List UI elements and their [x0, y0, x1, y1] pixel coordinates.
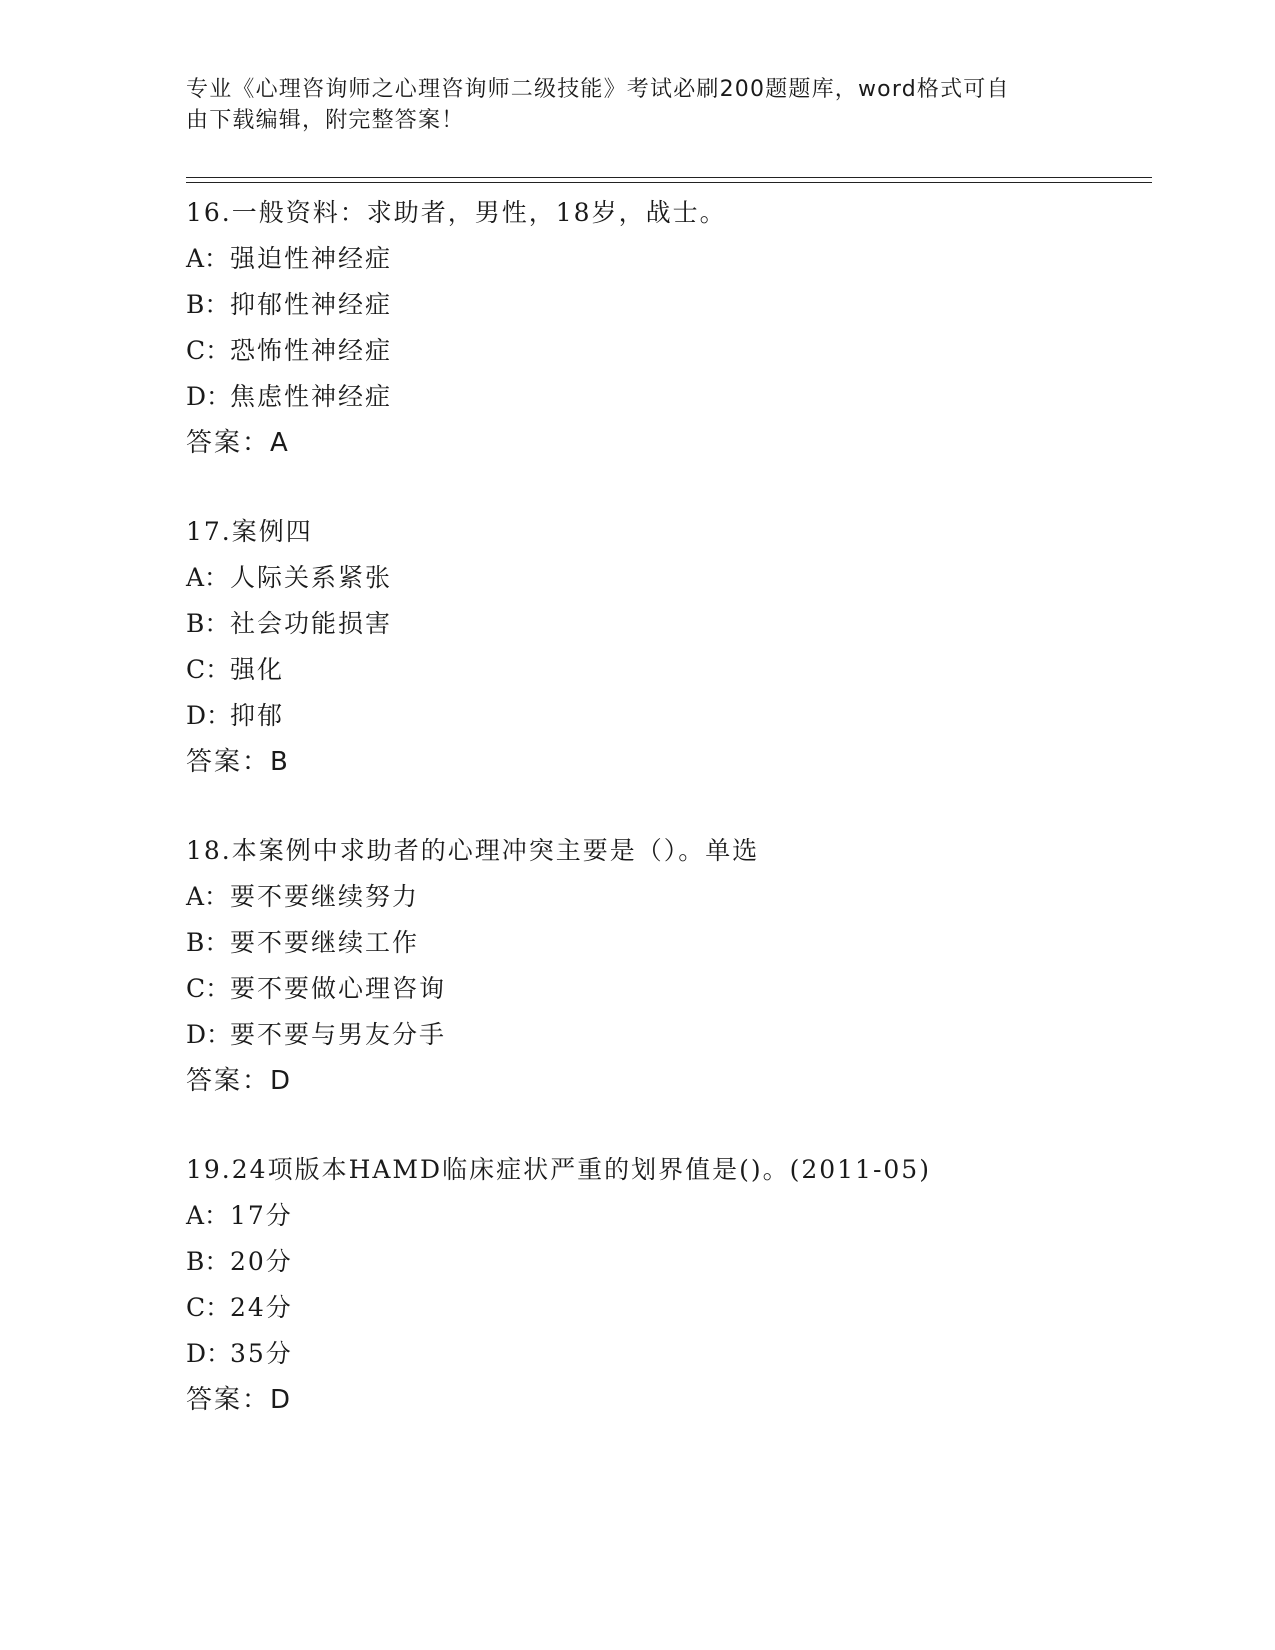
option-text: 强化 — [230, 655, 285, 684]
option-a — [186, 874, 1146, 920]
option-d — [186, 693, 1146, 739]
option-c — [186, 647, 1146, 693]
option-key: C： — [186, 655, 231, 684]
answer-label: 答案： — [186, 428, 271, 458]
option-text: 抑郁 — [230, 701, 285, 730]
question-list — [186, 190, 1146, 1466]
header-divider-top — [186, 177, 1152, 178]
option-text: 要不要继续工作 — [230, 928, 420, 957]
answer-value: A — [270, 428, 288, 458]
option-b — [186, 920, 1146, 966]
option-key: A： — [186, 1201, 230, 1230]
option-key: A： — [186, 244, 230, 273]
option-text: 要不要与男友分手 — [230, 1020, 447, 1049]
answer — [186, 420, 1146, 466]
option-c — [186, 328, 1146, 374]
answer-value: D — [270, 1385, 291, 1415]
option-key: C： — [186, 1293, 231, 1322]
answer-label: 答案： — [186, 1385, 271, 1415]
option-text: 恐怖性神经症 — [230, 336, 393, 365]
option-key: C： — [186, 336, 231, 365]
option-text: 焦虑性神经症 — [230, 382, 393, 411]
answer — [186, 1058, 1146, 1104]
option-key: D： — [186, 1339, 232, 1368]
header-line-1: 专业《心理咨询师之心理咨询师二级技能》考试必刷200题题库，word格式可自 — [186, 77, 1010, 102]
question-19 — [186, 1147, 1146, 1423]
answer-value: B — [270, 747, 288, 777]
option-b — [186, 1239, 1146, 1285]
option-key: B： — [186, 609, 230, 638]
header-divider-bottom — [186, 182, 1152, 183]
answer — [186, 1377, 1146, 1423]
option-text: 抑郁性神经症 — [230, 290, 393, 319]
option-d — [186, 1012, 1146, 1058]
option-text: 35分 — [230, 1339, 293, 1368]
option-b — [186, 282, 1146, 328]
option-key: B： — [186, 290, 230, 319]
option-key: D： — [186, 1020, 232, 1049]
option-text: 要不要继续努力 — [230, 882, 420, 911]
answer — [186, 739, 1146, 785]
option-b — [186, 601, 1146, 647]
option-a — [186, 1193, 1146, 1239]
option-key: A： — [186, 882, 230, 911]
answer-value: D — [270, 1066, 291, 1096]
document-header — [186, 74, 1066, 136]
answer-label: 答案： — [186, 747, 271, 777]
option-key: C： — [186, 974, 231, 1003]
option-text: 17分 — [230, 1201, 293, 1230]
option-a — [186, 236, 1146, 282]
option-text: 强迫性神经症 — [230, 244, 393, 273]
question-stem: 16.一般资料：求助者，男性，18岁，战士。 — [186, 198, 727, 227]
option-text: 20分 — [230, 1247, 293, 1276]
option-text: 要不要做心理咨询 — [230, 974, 447, 1003]
option-key: A： — [186, 563, 230, 592]
option-key: B： — [186, 1247, 230, 1276]
option-key: B： — [186, 928, 230, 957]
answer-label: 答案： — [186, 1066, 271, 1096]
header-line-2: 由下载编辑，附完整答案！ — [186, 108, 465, 133]
question-stem: 18.本案例中求助者的心理冲突主要是（）。单选 — [186, 836, 760, 865]
option-key: D： — [186, 382, 232, 411]
question-17 — [186, 509, 1146, 785]
question-16 — [186, 190, 1146, 466]
option-text: 24分 — [230, 1293, 293, 1322]
option-a — [186, 555, 1146, 601]
option-d — [186, 374, 1146, 420]
question-18 — [186, 828, 1146, 1104]
question-stem: 19.24项版本HAMD临床症状严重的划界值是()。(2011-05) — [186, 1155, 931, 1184]
option-text: 社会功能损害 — [230, 609, 393, 638]
option-key: D： — [186, 701, 232, 730]
option-c — [186, 966, 1146, 1012]
question-stem: 17.案例四 — [186, 517, 313, 546]
option-d — [186, 1331, 1146, 1377]
option-c — [186, 1285, 1146, 1331]
option-text: 人际关系紧张 — [230, 563, 393, 592]
